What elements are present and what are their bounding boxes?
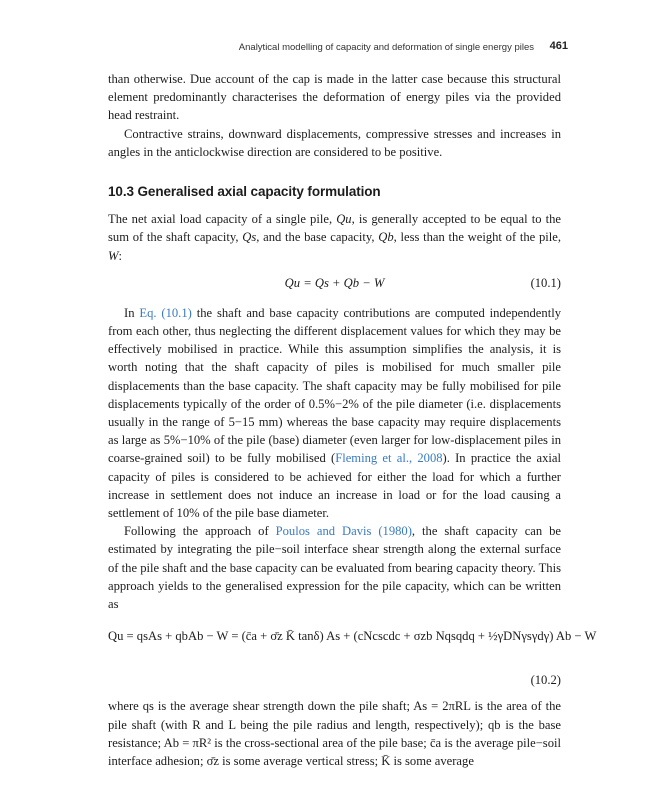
p3-text-4: , less than the weight of the pile,	[393, 230, 562, 245]
p4-text-2: the shaft and base capacity contributions are computed independently from each other, thus neglecting the different displacement values for which they may be effectively mobilised in practice. While this assumption simplifies the analysis, it is worth noting that the shaft capacity of piles is mobilised for much smaller pile displacements than the base capacity. The shaft capacity may be fully mobilised for pile displacements typically of the order of 0.5%−2% of the pile diameter (i.e. displacements usually in the range of 5−15 mm) whereas the base capacity may require displacements as large as 5%−10% of the pile (base) diameter (even larger for low-displacement piles in coarse-grained soil) to be fully mobilised (	[108, 305, 561, 466]
citation-fleming-2008[interactable]: Fleming et al., 2008	[335, 451, 443, 466]
citation-poulos-davis-1980[interactable]: Poulos and Davis (1980)	[275, 524, 412, 539]
equation-10-2-expression: Qu = qsAs + qbAb − W = (c̄a + σ̄z K̄ tanδ) As + (cNcscdc + σzb Nqsqdq + ½γDNγsγdγ) Ab − W	[108, 629, 597, 644]
symbol-qb: Qb	[378, 230, 394, 245]
paragraph-4	[108, 304, 561, 522]
p4-text-3: ). In practice the axial capacity of piles is considered to be achieved for either the load for which a further increase in settlement does not induce an increase in load or for the load causing a settlement of 10% of the pile base diameter.	[108, 451, 561, 521]
p3-text-2: , is generally accepted to be equal to the sum of the shaft capacity,	[108, 212, 562, 245]
p5-text-1: Following the approach of	[124, 524, 276, 539]
paragraph-1: than otherwise. Due account of the cap is made in the latter case because this structural element predominantly characterises the deformation of energy piles via the provided head restraint.	[108, 72, 561, 123]
p3-text-1: The net axial load capacity of a single pile,	[108, 212, 337, 227]
running-header	[108, 40, 568, 54]
symbol-w: W	[108, 248, 119, 263]
body-text	[108, 70, 597, 770]
p4-text-1: In	[124, 305, 140, 320]
p3-text-5: :	[118, 248, 122, 263]
running-title: Analytical modelling of capacity and deformation of single energy piles	[238, 42, 534, 53]
page-number: 461	[549, 40, 568, 52]
equation-link[interactable]: Eq. (10.1)	[139, 305, 192, 320]
equation-10-1-number: (10.1)	[530, 275, 561, 290]
paragraph-5	[108, 522, 561, 613]
section-heading: 10.3 Generalised axial capacity formulation	[108, 184, 381, 200]
symbol-qs: Qs	[242, 230, 257, 245]
p3-text-3: , and the base capacity,	[256, 230, 379, 245]
equation-10-1-expression: Qu = Qs + Qb − W	[284, 275, 385, 290]
equation-10-2	[108, 619, 597, 669]
equation-10-2-number: (10.2)	[530, 673, 561, 688]
equation-10-1	[108, 274, 561, 294]
p5-text-2: , the shaft capacity can be estimated by integrating the pile−soil interface shear strength along the external surface of the pile shaft and the base capacity can be evaluated from bearing capacity theory. This approach yields to the generalised expression for the pile capacity, which can be written as	[108, 524, 562, 612]
paragraph-3	[108, 210, 561, 265]
paragraph-6: where qs is the average shear strength down the pile shaft; As = 2πRL is the area of the pile shaft (with R and L being the pile radius and length, respectively); qb is the base resistance; Ab = πR² is the cross-sectional area of the pile base; c̄a is the average pile−soil interface adhesion; σ̄z is some average vertical stress; K̄ is some average	[108, 699, 561, 769]
paragraph-2: Contractive strains, downward displacements, compressive stresses and increases in angles in the anticlockwise direction are considered to be positive.	[108, 126, 561, 159]
symbol-qu: Qu	[336, 212, 352, 227]
